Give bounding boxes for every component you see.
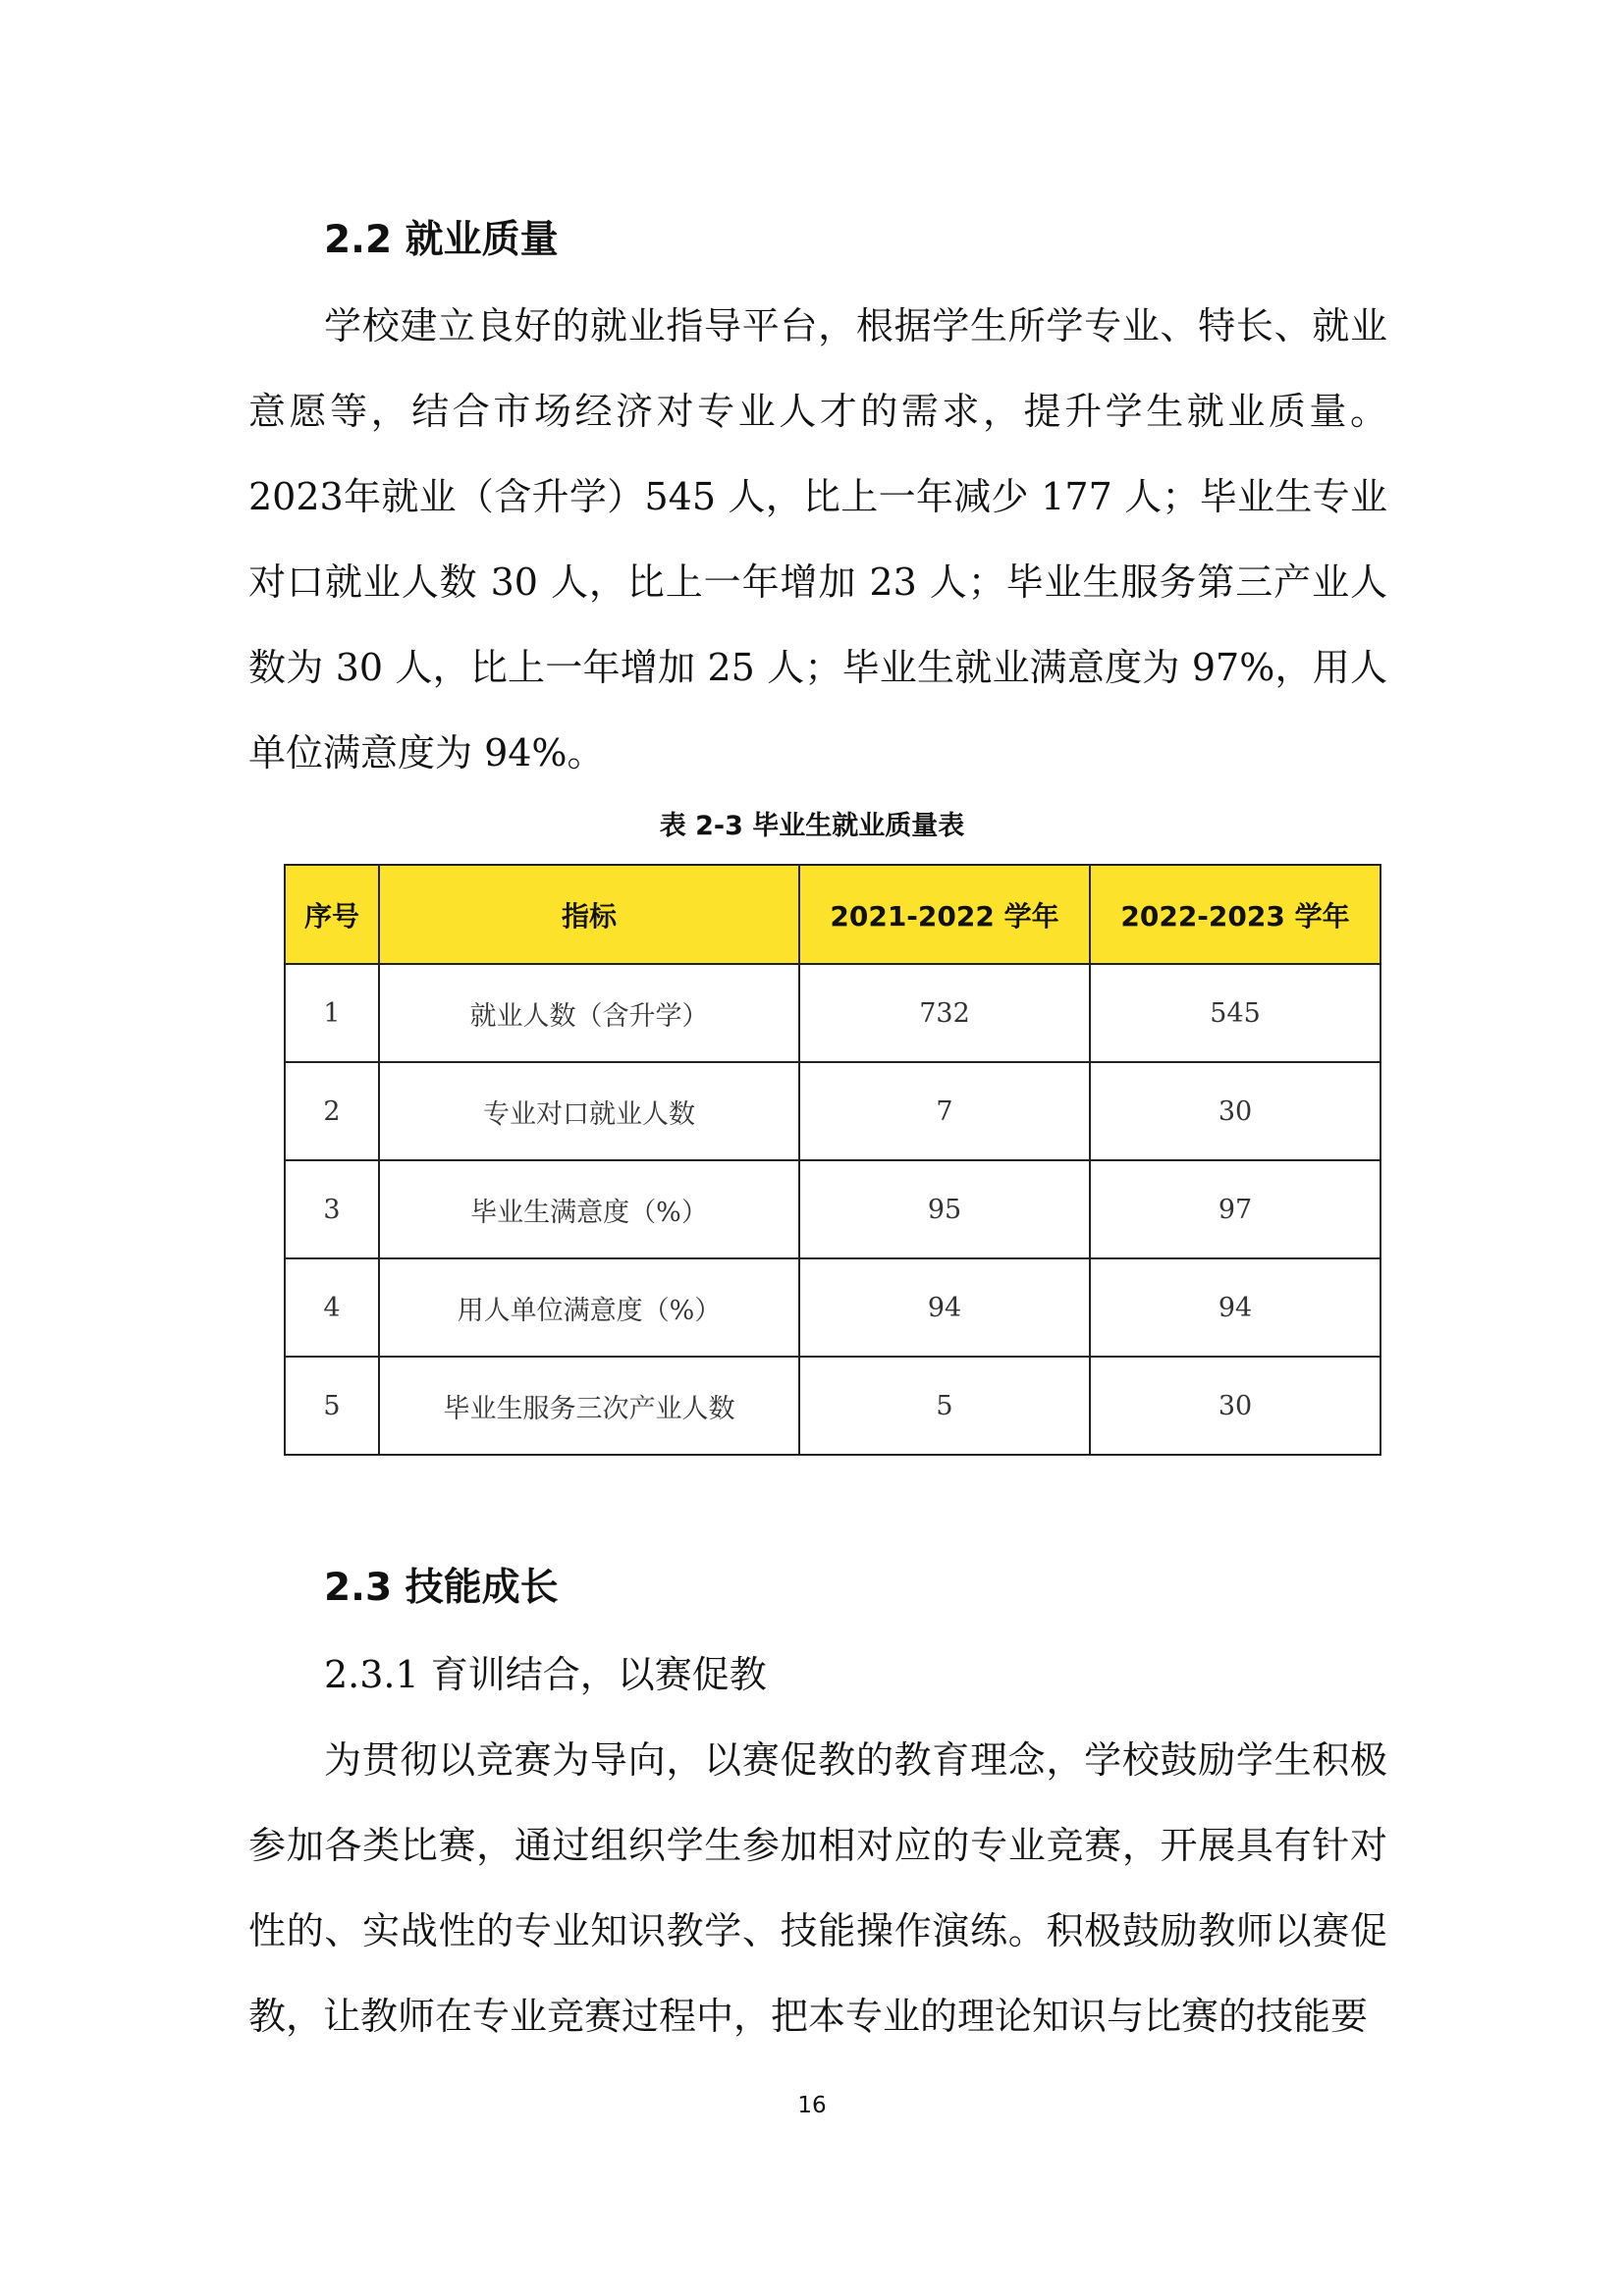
header-cell-indicator: 指标: [379, 865, 799, 964]
paragraph-competition-teaching: 为贯彻以竞赛为导向，以赛促教的教育理念，学校鼓励学生积极参加各类比赛，通过组织学生参加相对应的专业竞赛，开展具有针对性的、实战性的专业知识教学、技能操作演练。积极鼓励教师以赛促教，让教师在专业竞赛过程中，把本专业的理论知识与比赛的技能要: [248, 1738, 1387, 2038]
table-cell-value-2022-2023: 94: [1090, 1258, 1380, 1357]
section-heading-skill-growth: 2.3 技能成长: [324, 1566, 559, 1610]
table-cell-index: 3: [285, 1160, 379, 1258]
table-cell-value-2022-2023: 545: [1090, 964, 1380, 1062]
header-cell-2021-2022: 2021-2022 学年: [799, 865, 1090, 964]
table-cell-value-2022-2023: 30: [1090, 1062, 1380, 1160]
table-cell-value-2021-2022: 732: [799, 964, 1090, 1062]
table-row: [285, 1062, 1380, 1160]
header-cell-index: 序号: [285, 865, 379, 964]
table-cell-indicator: 用人单位满意度（%）: [379, 1258, 799, 1357]
page-number: 16: [797, 2093, 827, 2118]
table-row: [285, 1160, 1380, 1258]
table-row: [285, 964, 1380, 1062]
table-cell-index: 1: [285, 964, 379, 1062]
table-cell-value-2021-2022: 95: [799, 1160, 1090, 1258]
table-cell-index: 5: [285, 1357, 379, 1455]
paragraph-employment-quality: 学校建立良好的就业指导平台，根据学生所学专业、特长、就业意愿等，结合市场经济对专业人才的需求，提升学生就业质量。2023年就业（含升学）545 人，比上一年减少 177 人；毕业生专业对口就业人数 30 人，比上一年增加 23 人；毕业生服务第三产业人数为 30 人，比上一年增加 25 人；毕业生就业满意度为 97%，用人单位满意度为 94%。: [248, 304, 1387, 774]
subsection-heading-training-competition: 2.3.1 育训结合，以赛促教: [324, 1653, 767, 1696]
table-cell-indicator: 就业人数（含升学）: [379, 964, 799, 1062]
table-row: [285, 1357, 1380, 1455]
header-cell-2022-2023: 2022-2023 学年: [1090, 865, 1380, 964]
table-cell-indicator: 毕业生满意度（%）: [379, 1160, 799, 1258]
table-cell-indicator: 专业对口就业人数: [379, 1062, 799, 1160]
table-cell-index: 4: [285, 1258, 379, 1357]
section-heading-employment-quality: 2.2 就业质量: [324, 218, 559, 262]
table-header-row: [285, 865, 1380, 964]
table-cell-indicator: 毕业生服务三次产业人数: [379, 1357, 799, 1455]
table-cell-value-2021-2022: 94: [799, 1258, 1090, 1357]
table-cell-value-2022-2023: 30: [1090, 1357, 1380, 1455]
table-caption: 表 2-3 毕业生就业质量表: [659, 811, 965, 841]
table-cell-index: 2: [285, 1062, 379, 1160]
employment-quality-table: [284, 864, 1381, 1456]
table-cell-value-2022-2023: 97: [1090, 1160, 1380, 1258]
table-row: [285, 1258, 1380, 1357]
table-cell-value-2021-2022: 5: [799, 1357, 1090, 1455]
table-cell-value-2021-2022: 7: [799, 1062, 1090, 1160]
